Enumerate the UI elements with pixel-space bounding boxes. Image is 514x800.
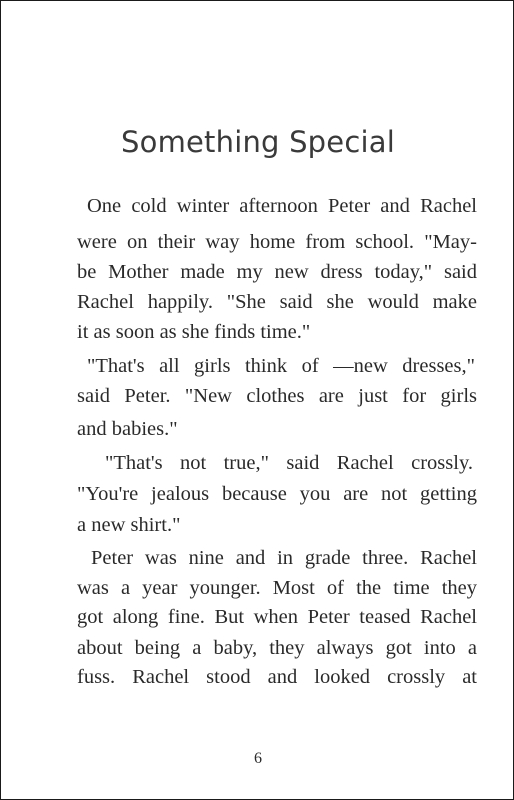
text-line: about being a baby, they always got into a: [77, 637, 477, 659]
text-line: Peter was nine and in grade three. Rachel: [91, 547, 477, 569]
text-line: said Peter. "New clothes are just for girls: [77, 385, 477, 407]
text-line: Rachel happily. "She said she would make: [77, 291, 477, 313]
text-line: "That's not true," said Rachel crossly.: [105, 452, 473, 474]
text-line: and babies.": [77, 418, 178, 440]
text-line: "You're jealous because you are not getting: [77, 483, 477, 505]
text-line: got along fine. But when Peter teased Rachel: [77, 606, 477, 628]
text-line: be Mother made my new dress today," said: [77, 261, 477, 283]
text-line: "That's all girls think of —new dresses,": [87, 355, 475, 377]
text-line: was a year younger. Most of the time they: [77, 577, 477, 599]
text-line: a new shirt.": [77, 514, 181, 536]
page-number: 6: [254, 750, 262, 767]
text-line: it as soon as she finds time.": [77, 321, 311, 343]
text-line: were on their way home from school. "May-: [77, 231, 477, 253]
text-line: fuss. Rachel stood and looked crossly at: [77, 666, 477, 688]
chapter-title: Something Special: [121, 125, 395, 159]
text-line: One cold winter afternoon Peter and Rachel: [87, 195, 477, 217]
